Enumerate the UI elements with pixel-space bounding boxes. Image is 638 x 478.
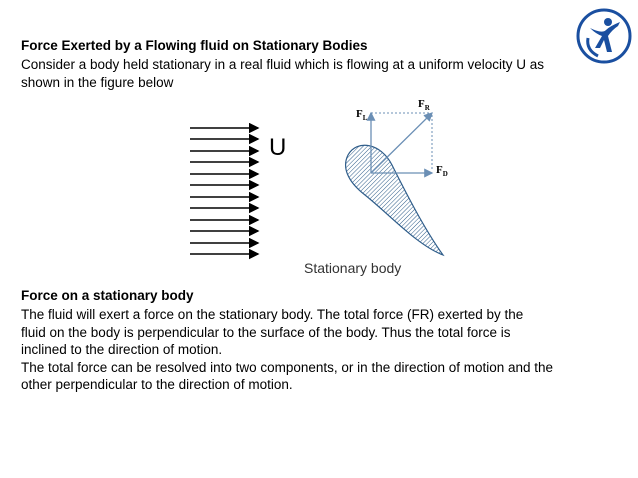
- section-heading: Force on a stationary body: [21, 288, 194, 303]
- body-line: The total force can be resolved into two components, or in the direction of motion and the: [21, 359, 554, 375]
- intro-line: shown in the figure below: [21, 74, 174, 90]
- lift-label: $F_L$: [356, 108, 368, 122]
- body-line: The fluid will exert a force on the stationary body. The total force (FR) exerted by the: [21, 307, 524, 322]
- page-heading: Force Exerted by a Flowing fluid on Stationary Bodies: [21, 38, 368, 53]
- flow-figure: [185, 95, 475, 280]
- body-line: fluid on the body is perpendicular to the surface of the body. Thus the total force is: [21, 324, 511, 340]
- body-line: inclined to the direction of motion.: [21, 342, 223, 357]
- intro-paragraph: [21, 56, 621, 91]
- figure-caption: Stationary body: [304, 260, 402, 276]
- drag-label: $F_D$: [436, 164, 448, 178]
- flow-arrows: [190, 128, 258, 254]
- resultant-label: $F_R$: [418, 98, 430, 112]
- section-paragraph: [21, 306, 621, 394]
- velocity-label: U: [269, 134, 287, 161]
- body-line: other perpendicular to the direction of motion.: [21, 377, 293, 392]
- resultant-arrow: [371, 113, 432, 173]
- intro-line: Consider a body held stationary in a real fluid which is flowing at a uniform velocity U as: [21, 57, 545, 72]
- stationary-body: [346, 145, 443, 255]
